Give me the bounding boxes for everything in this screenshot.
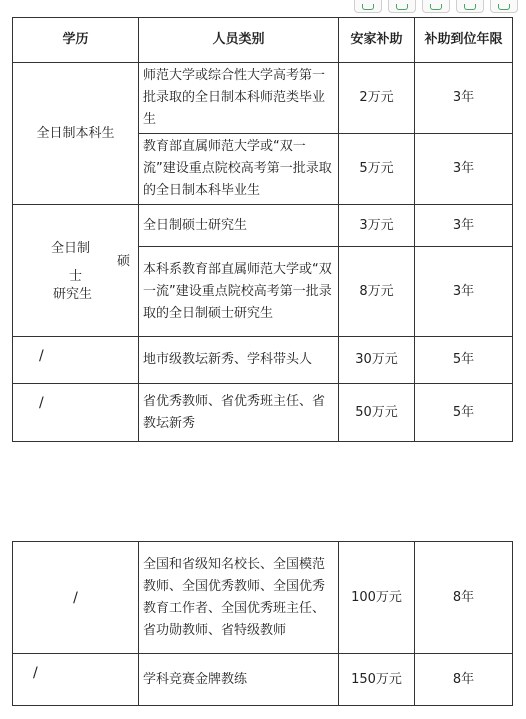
table-row <box>13 654 513 706</box>
toolbar-icon-glyph <box>498 4 510 10</box>
toolbar-icon-glyph <box>362 4 374 10</box>
header-category: 人员类别 <box>139 18 339 63</box>
header-years: 补助到位年限 <box>415 18 513 63</box>
row-education-slash: / <box>13 337 139 384</box>
toolbar-icon[interactable] <box>388 0 416 13</box>
master-part: 研究生 <box>53 287 93 302</box>
row-subsidy: 30万元 <box>339 337 415 384</box>
row-years: 8年 <box>415 542 513 654</box>
row-category: 省优秀教师、省优秀班主任、省教坛新秀 <box>139 384 339 442</box>
row-category: 全国和省级知名校长、全国模范教师、全国优秀教师、全国优秀教育工作者、全国优秀班主任、省功勋教师、省特级教师 <box>139 542 339 654</box>
row-education-slash: / <box>13 384 139 442</box>
row-category: 地市级教坛新秀、学科带头人 <box>139 337 339 384</box>
header-subsidy: 安家补助 <box>339 18 415 63</box>
row-category: 全日制硕士研究生 <box>139 205 339 247</box>
table-row <box>13 384 513 442</box>
toolbar <box>354 0 518 12</box>
row-years: 3年 <box>415 247 513 337</box>
row-subsidy: 150万元 <box>339 654 415 706</box>
row-years: 5年 <box>415 337 513 384</box>
toolbar-icon-glyph <box>396 4 408 10</box>
education-master <box>13 205 139 337</box>
row-category: 本科系教育部直属师范大学或“双一流”建设重点院校高考第一批录取的全日制硕士研究生 <box>139 247 339 337</box>
table-row <box>13 205 513 247</box>
table-header-row <box>13 18 513 63</box>
table-row <box>13 542 513 654</box>
row-subsidy: 5万元 <box>339 134 415 205</box>
row-subsidy: 50万元 <box>339 384 415 442</box>
row-subsidy: 3万元 <box>339 205 415 247</box>
education-bachelor: 全日制本科生 <box>13 63 139 205</box>
row-subsidy: 8万元 <box>339 247 415 337</box>
toolbar-icon-glyph <box>430 4 442 10</box>
master-part: 士 <box>69 269 83 284</box>
row-years: 3年 <box>415 134 513 205</box>
table-row <box>13 63 513 134</box>
row-years: 3年 <box>415 205 513 247</box>
row-category: 教育部直属师范大学或“双一流”建设重点院校高考第一批录取的全日制本科毕业生 <box>139 134 339 205</box>
master-part: 全日制 <box>51 241 91 256</box>
toolbar-icon[interactable] <box>422 0 450 13</box>
education-master-label <box>13 205 138 336</box>
subsidy-table-top <box>12 17 513 442</box>
subsidy-table-bottom <box>12 541 513 706</box>
master-part: 硕 <box>117 254 131 269</box>
header-education: 学历 <box>13 18 139 63</box>
row-years: 5年 <box>415 384 513 442</box>
toolbar-icon[interactable] <box>490 0 518 13</box>
row-years: 3年 <box>415 63 513 134</box>
table-row <box>13 337 513 384</box>
row-education-slash: / <box>13 654 139 706</box>
row-category: 师范大学或综合性大学高考第一批录取的全日制本科师范类毕业生 <box>139 63 339 134</box>
toolbar-icon-glyph <box>464 4 476 10</box>
row-subsidy: 100万元 <box>339 542 415 654</box>
row-years: 8年 <box>415 654 513 706</box>
toolbar-icon[interactable] <box>354 0 382 13</box>
row-category: 学科竞赛金牌教练 <box>139 654 339 706</box>
row-subsidy: 2万元 <box>339 63 415 134</box>
row-education-slash: / <box>13 542 139 654</box>
toolbar-icon[interactable] <box>456 0 484 13</box>
